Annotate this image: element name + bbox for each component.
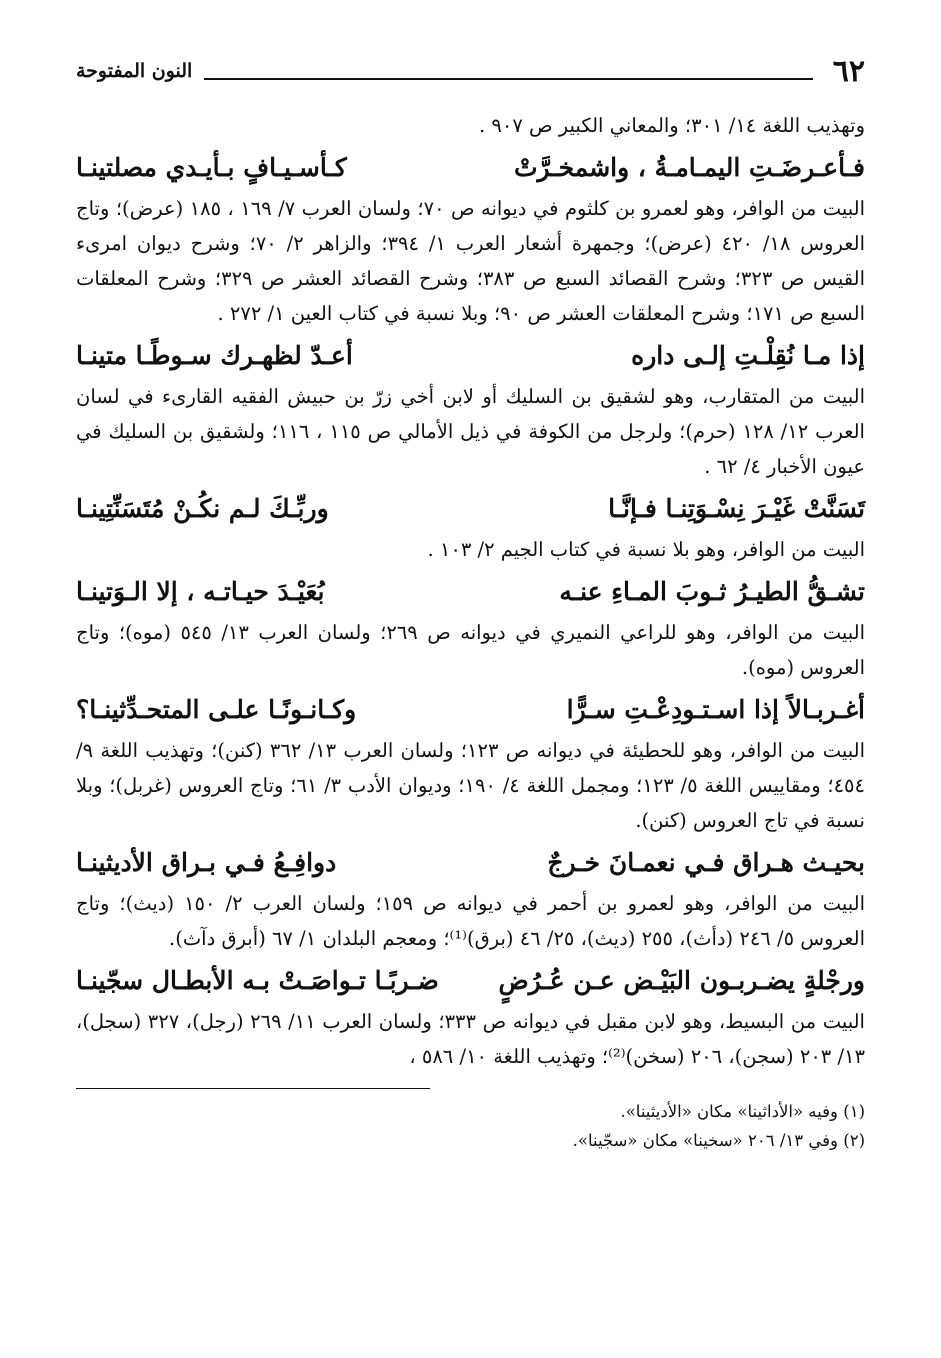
page-number: ٦٢: [832, 54, 865, 89]
verse-note: البيت من المتقارب، وهو لشقيق بن السليك أو لابن أخي زرّ بن حبيش الفقيه القارىء في لسان العرب ١٢/ ١٢٨ (حرم)؛ ولرجل من الكوفة في ذيل الأمالي ص ١١٥ ، ١١٦؛ ولشقيق بن السليك في عيون الأخبار ٤/ ٦٢ .: [76, 385, 865, 478]
verse-hemistich-second: ضـربًـا تـواصَـتْ بـه الأبطـال سجّينـا: [76, 966, 439, 995]
footnote-rule: [76, 1088, 430, 1089]
verse-note: البيت من الوافر، وهو للحطيئة في ديوانه ص ١٢٣؛ ولسان العرب ١٣/ ٣٦٢ (كنن)؛ وتهذيب اللغة ٩/ ٤٥٤؛ ومقاييس اللغة ٥/ ١٢٣؛ ومجمل اللغة ٤/ ١٩٠؛ وديوان الأدب ٣/ ٦١؛ وتاج العروس (غربل)؛ وبلا نسبة في تاج العروس (كنن).: [76, 739, 865, 832]
verse-hemistich-second: بُعَيْـدَ حيـاتـه ، إلا الـوَتينـا: [76, 577, 325, 606]
intro-line: وتهذيب اللغة ١٤/ ٣٠١؛ والمعاني الكبير ص ٩٠٧ .: [478, 114, 865, 137]
verse-hemistich-second: وكـانـونًـا علـى المتحـدِّثينـا؟: [76, 695, 357, 724]
verse-note: البيت من البسيط، وهو لابن مقبل في ديوانه ص ٣٣٣؛ ولسان العرب ١١/ ٢٦٩ (رجل)، ٣٢٧ (سجل)، ١٣/ ٢٠٣ (سجن)، ٢٠٦ (سخن)⁽²⁾؛ وتهذيب اللغة ١٠/ ٥٨٦ ،: [76, 1010, 865, 1068]
verse-line: [76, 687, 865, 733]
page-content: [76, 108, 865, 1155]
running-head: النون المفتوحة: [76, 60, 193, 82]
verse-entry: [76, 333, 865, 484]
verse-hemistich-first: تشـقُّ الطيـرُ ثـوبَ المـاءِ عنـه: [559, 577, 865, 606]
verse-line: [76, 569, 865, 615]
verse-hemistich-second: دوافِـعُ فـي بـراق الأديثينـا: [76, 848, 337, 877]
verse-note: البيت من الوافر، وهو لعمرو بن أحمر في ديوانه ص ١٥٩؛ ولسان العرب ٢/ ١٥٠ (ديث)؛ وتاج العروس ٥/ ٢٤٦ (دأث)، ٢٥٥ (ديث)، ٢٥/ ٤٦ (برق)⁽¹⁾؛ ومعجم البلدان ١/ ٦٧ (أبرق دآث).: [76, 892, 865, 950]
verse-line: [76, 333, 865, 379]
verse-hemistich-first: أغـربـالاً إذا اسـتـودِعْـتِ سـرًّا: [566, 695, 865, 724]
verse-note: البيت من الوافر، وهو للراعي النميري في ديوانه ص ٢٦٩؛ ولسان العرب ١٣/ ٥٤٥ (موه)؛ وتاج العروس (موه).: [76, 621, 865, 679]
page-header: [76, 52, 865, 92]
verse-line: [76, 958, 865, 1004]
verse-hemistich-first: بحيـث هـراق فـي نعمـانَ خـرجٌ: [547, 848, 865, 877]
verse-hemistich-first: تَسَنَّتْ غَيْـرَ نِسْـوَتِنـا فـإنَّـا: [608, 494, 865, 523]
footnote: (٢) وفي ١٣/ ٢٠٦ «سخينا» مكان «سجّينا».: [572, 1131, 865, 1150]
verse-entry: [76, 840, 865, 956]
header-rule: [204, 78, 813, 80]
verse-entry: [76, 687, 865, 838]
verse-hemistich-second: وربِّـكَ لـم نكُـنْ مُتَسَنِّتِينـا: [76, 494, 329, 523]
verse-note: البيت من الوافر، وهو بلا نسبة في كتاب الجيم ٢/ ١٠٣ .: [427, 538, 865, 561]
verse-hemistich-first: إذا مـا نُقِلْـتِ إلـى داره: [631, 341, 865, 370]
footnote: (١) وفيه «الأداثينا» مكان «الأديثينا».: [620, 1102, 865, 1121]
verse-line: [76, 145, 865, 191]
verse-line: [76, 486, 865, 532]
verse-hemistich-first: فـأعـرضَـتِ اليمـامـةُ ، واشمخـرَّتْ: [513, 153, 865, 182]
verse-entry: [76, 569, 865, 685]
verse-hemistich-second: أعـدّ لظهـرك سـوطًـا متينـا: [76, 341, 353, 370]
verse-entry: [76, 958, 865, 1074]
verse-entry: [76, 145, 865, 331]
verse-line: [76, 840, 865, 886]
verse-hemistich-first: ورجْلةٍ يضـربـون البَيْـض عـن عُـرُضٍ: [498, 966, 865, 995]
verse-hemistich-second: كـأسـيـافٍ بـأيـدي مصلتينـا: [76, 153, 347, 182]
verse-entry: [76, 486, 865, 567]
verse-note: البيت من الوافر، وهو لعمرو بن كلثوم في ديوانه ص ٧٠؛ ولسان العرب ٧/ ١٦٩ ، ١٨٥ (عرض)؛ وتاج العروس ١٨/ ٤٢٠ (عرض)؛ وجمهرة أشعار العرب ١/ ٣٩٤؛ والزاهر ٢/ ٧٠؛ وشرح ديوان امرىء القيس ص ٣٢٣؛ وشرح القصائد السبع ص ٣٨٣؛ وشرح القصائد العشر ص ٣٢٩؛ وشرح المعلقات السبع ص ١٧١؛ وشرح المعلقات العشر ص ٩٠؛ وبلا نسبة في كتاب العين ١/ ٢٧٢ .: [76, 197, 866, 325]
footnotes: [76, 1097, 865, 1155]
